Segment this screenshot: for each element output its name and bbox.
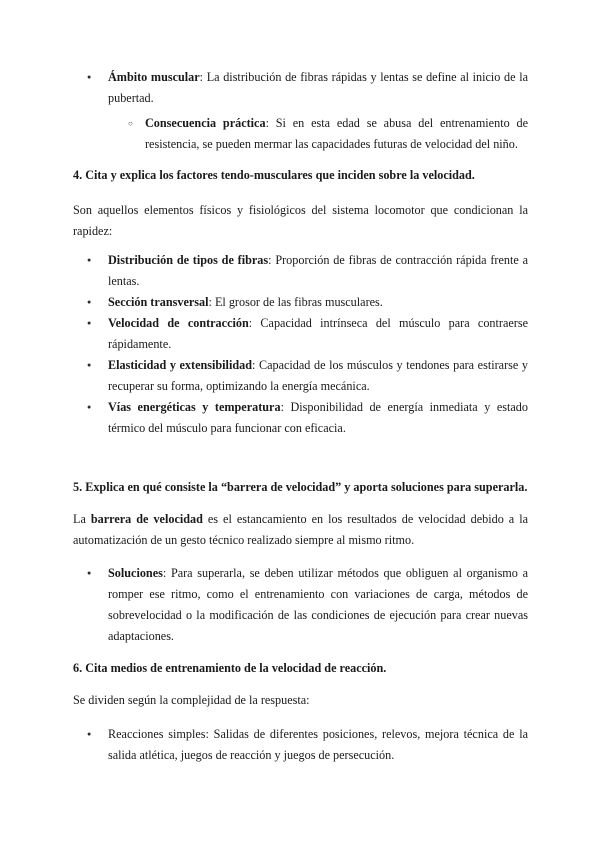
list-item-text: : Disponibilidad de energía inmediata y estado térmico del músculo para funcionar con eficacia. — [108, 400, 528, 435]
section-5-intro — [73, 509, 528, 551]
list-item-ambito-muscular — [73, 67, 528, 109]
list-item-term: Sección transversal — [108, 295, 209, 309]
list-item — [73, 397, 528, 439]
list-item-term: Vías energéticas y temperatura — [108, 400, 281, 414]
paragraph-text: La — [73, 512, 91, 526]
paragraph-term: barrera de velocidad — [90, 512, 203, 526]
list-item-text: : Capacidad de los músculos y tendones para estirarse y recuperar su forma, optimizando la energía mecánica. — [108, 358, 528, 393]
list-item — [73, 292, 528, 313]
list-item-text: : Proporción de fibras de contracción rápida frente a lentas. — [108, 253, 528, 288]
paragraph — [73, 509, 528, 551]
section-4-intro — [73, 200, 528, 242]
section-4-list — [73, 250, 528, 439]
list-item-term: Elasticidad y extensibilidad — [108, 358, 252, 372]
bullet-list — [73, 724, 528, 766]
list-item — [73, 250, 528, 292]
list-item-text: : El grosor de las fibras musculares. — [208, 295, 383, 309]
list-item-soluciones — [73, 563, 528, 647]
bullet-list — [73, 250, 528, 439]
section-3-continuation — [73, 67, 528, 155]
sub-item-consecuencia-practica — [73, 113, 528, 155]
list-item — [73, 313, 528, 355]
section-5-list — [73, 563, 528, 647]
section-6-list — [73, 724, 528, 766]
paragraph-text: es el estancamiento en los resultados de velocidad debido a la automatización de un gesto técnico realizado siempre al mismo ritmo. — [73, 512, 529, 547]
section-6-heading: 6. Cita medios de entrenamiento de la velocidad de reacción. — [73, 661, 387, 675]
section-6-intro — [73, 690, 528, 711]
paragraph: Se dividen según la complejidad de la respuesta: — [73, 693, 310, 707]
sub-item-text: : Si en esta edad se abusa del entrenamiento de resistencia, se pueden mermar las capacidades futuras de velocidad del niño. — [145, 116, 528, 151]
list-item-term: Soluciones — [108, 566, 163, 580]
bullet-list — [73, 563, 528, 647]
list-item-reacciones-simples: ● Reacciones simples: Salidas de diferentes posiciones, relevos, mejora técnica de la salida atlética, juegos de reacción y juegos de persecución. — [73, 724, 528, 766]
list-item-term: Distribución de tipos de fibras — [108, 253, 269, 267]
bullet-list — [73, 67, 528, 155]
section-4-heading: 4. Cita y explica los factores tendo-musculares que inciden sobre la velocidad. — [73, 168, 475, 182]
list-item-text: : Capacidad intrínseca del músculo para contraerse rápidamente. — [108, 316, 528, 351]
section-5-heading: 5. Explica en qué consiste la “barrera de velocidad” y aporta soluciones para superarla. — [73, 480, 528, 494]
list-item-text: : Para superarla, se deben utilizar métodos que obliguen al organismo a romper ese ritmo, como el entrenamiento con variaciones de carga, métodos de sobrevelocidad o la modificación de las condiciones de ejecución para crear nuevas adaptaciones. — [108, 566, 528, 643]
list-item-text: : La distribución de fibras rápidas y lentas se define al inicio de la pubertad. — [108, 70, 528, 105]
list-item — [73, 355, 528, 397]
list-item-term: Ámbito muscular — [108, 70, 200, 84]
paragraph: Son aquellos elementos físicos y fisiológicos del sistema locomotor que condicionan la rapidez: — [73, 203, 528, 238]
list-item-term: Velocidad de contracción — [108, 316, 249, 330]
sub-item-term: Consecuencia práctica — [145, 116, 266, 130]
